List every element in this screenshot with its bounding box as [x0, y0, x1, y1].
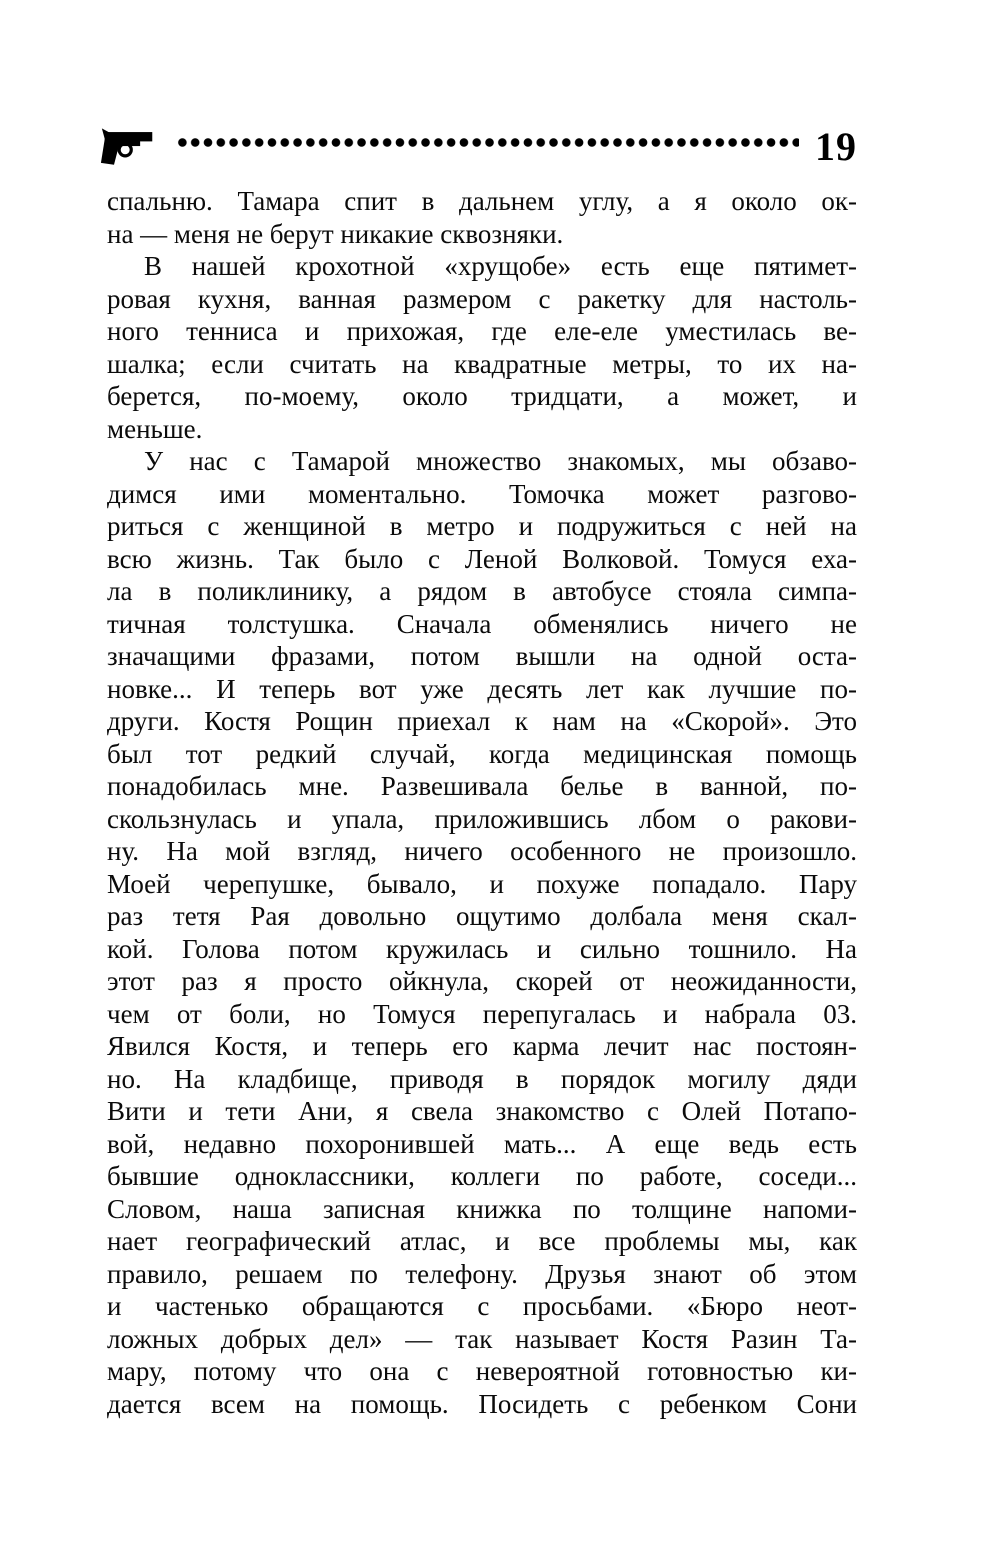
text-line: риться с женщиной в метро и подружиться с ней на — [107, 511, 857, 541]
pistol-icon — [100, 124, 156, 170]
text-line: меньше. — [107, 413, 203, 444]
text-line: спальню. Тамара спит в дальнем углу, а я около ок- — [107, 186, 857, 216]
text-line: раз тетя Рая довольно ощутимо долбала меня скал- — [107, 901, 857, 931]
text-line: кой. Голова потом кружилась и сильно тошнило. На — [107, 933, 857, 964]
text-line: тичная толстушка. Сначала обменялись ничего не — [107, 608, 857, 639]
text-line: берется, по-моему, около тридцати, а может, и — [107, 381, 857, 411]
text-line: Явился Костя, и теперь его карма лечит нас постоян- — [107, 1031, 857, 1061]
text-line: Моей черепушке, бывало, и похуже попадало. Пару — [107, 868, 857, 899]
text-line: новке... И теперь вот уже десять лет как лучшие по- — [107, 673, 857, 704]
text-line: но. На кладбище, приводя в порядок могилу дяди — [107, 1063, 857, 1094]
text-line: был тот редкий случай, когда медицинская помощь — [107, 738, 857, 769]
text-line: ровая кухня, ванная размером с ракетку для настоль- — [107, 283, 857, 314]
body-text — [107, 185, 857, 1420]
text-line: Вити и тети Ани, я свела знакомство с Олей Потапо- — [107, 1096, 857, 1126]
text-line: этот раз я просто ойкнула, скорей от неожиданности, — [107, 966, 857, 996]
text-line: дается всем на помощь. Посидеть с ребенком Сони — [107, 1388, 857, 1419]
text-line: чем от боли, но Томуся перепугалась и набрала 03. — [107, 998, 857, 1029]
text-line: мару, потому что она с невероятной готовностью ки- — [107, 1356, 857, 1386]
text-line: значащими фразами, потом вышли на одной оста- — [107, 641, 857, 671]
text-line: правило, решаем по телефону. Друзья знают об этом — [107, 1258, 857, 1289]
text-line: У нас с Тамарой множество знакомых, мы обзаво- — [144, 446, 857, 476]
text-line: ну. На мой взгляд, ничего особенного не произошло. — [107, 836, 857, 866]
text-line: ного тенниса и прихожая, где еле-еле уместилась ве- — [107, 316, 857, 346]
text-line: и частенько обращаются с просьбами. «Бюро неот- — [107, 1291, 857, 1321]
page-number: 19 — [815, 124, 857, 169]
text-line: нает географический атлас, и все проблемы мы, как — [107, 1226, 857, 1256]
text-line: на — меня не берут никакие сквозняки. — [107, 218, 564, 249]
text-line: В нашей крохотной «хрущобе» есть еще пятимет- — [144, 251, 857, 281]
text-line: ла в поликлинику, а рядом в автобусе стояла симпа- — [107, 576, 857, 606]
text-line: бывшие одноклассники, коллеги по работе, соседи... — [107, 1161, 857, 1191]
text-line: димся ими моментально. Томочка может разгово- — [107, 478, 857, 509]
text-line: ложных добрых дел» — так называет Костя Разин Та- — [107, 1323, 857, 1354]
text-line: други. Костя Рощин приехал к нам на «Скорой». Это — [107, 706, 857, 736]
text-line: всю жизнь. Так было с Леной Волковой. Томуся еха- — [107, 543, 857, 574]
text-line: скользнулась и упала, приложившись лбом о ракови- — [107, 803, 857, 834]
text-line: вой, недавно похоронившей мать... А еще ведь есть — [107, 1128, 857, 1159]
text-line: Словом, наша записная книжка по толщине напоми- — [107, 1193, 857, 1224]
text-line: шалка; если считать на квадратные метры, то их на- — [107, 348, 857, 379]
text-line: понадобилась мне. Развешивала белье в ванной, по- — [107, 771, 857, 801]
dotted-separator — [176, 138, 799, 147]
page-header — [100, 122, 857, 172]
